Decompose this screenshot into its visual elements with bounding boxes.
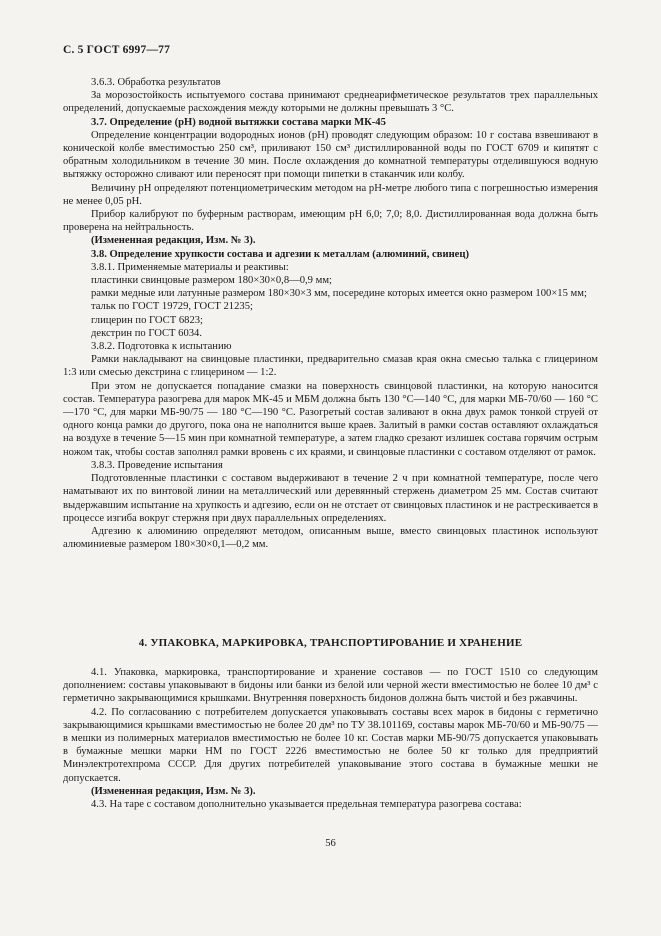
paragraph: 4.2. По согласованию с потребителем допускается упаковывать составы всех марок в бидоны с герметично закрывающимися крышками вместимостью не более 20 дм³ по ТУ 38.101169, составы марок МБ-70/60 и МБ-90/75 — в мешки из полимерных материалов вместимостью не более 10 кг. Состав марки МБ-90/75 допускается упаковывать в бумажные мешки марки НМ по ГОСТ 2226 вместимостью не более 50 кг только для предприятий Минэлектротехпрома СССР. Для других потребителей упаковывание этого состава в бумажные мешки не допускается. — [63, 706, 598, 784]
list-item: декстрин по ГОСТ 6034. — [91, 327, 202, 339]
section-body — [63, 666, 598, 811]
section-heading: 4. УПАКОВКА, МАРКИРОВКА, ТРАНСПОРТИРОВАНИЕ И ХРАНЕНИЕ — [138, 637, 523, 649]
paragraph: Подготовленные пластинки с составом выдерживают в течение 2 ч при комнатной температуре, после чего наматывают их по винтовой линии на металлический или деревянный стержень диаметром 25 мм. Состав считают выдержавшим испытание на хрупкость и адгезию, если он не отстает от свинцовых пластинок и не растрескивается в процессе изгиба вокруг стержня при двух параллельных определениях. — [63, 473, 598, 524]
clause-heading-3-7: 3.7. Определение (pH) водной вытяжки состава марки МК-45 — [91, 116, 386, 128]
subheading-3-8-3: 3.8.3. Проведение испытания — [91, 459, 223, 471]
list-item: рамки медные или латунные размером 180×30×3 мм, посередине которых имеется окно размером 100×15 мм; — [91, 288, 587, 300]
revision-note: (Измененная редакция, Изм. № 3). — [91, 235, 256, 247]
subheading-3-8-2: 3.8.2. Подготовка к испытанию — [91, 341, 232, 353]
list-item: глицерин по ГОСТ 6823; — [91, 314, 203, 326]
paragraph: 4.1. Упаковка, маркировка, транспортирование и хранение составов — по ГОСТ 1510 со следующим дополнением: составы упаковывают в бидоны или банки из белой или черной жести вместимостью не более 10 дм³ с герметично закрывающимися крышками. Внутренняя поверхность бидонов должна быть чистой и без ржавчины. — [63, 667, 598, 705]
paragraph: Рамки накладывают на свинцовые пластинки, предварительно смазав края окна смесью талька с глицерином 1:3 или смесью декстрина с глицерином — 1:2. — [63, 354, 598, 379]
paragraph: 4.3. На таре с составом дополнительно указывается предельная температура разогрева состава: — [91, 799, 522, 811]
list-item: пластинки свинцовые размером 180×30×0,8—0,9 мм; — [91, 275, 332, 287]
page-header: С. 5 ГОСТ 6997—77 — [63, 44, 171, 56]
document-body — [63, 76, 598, 551]
subheading-3-8-1: 3.8.1. Применяемые материалы и реактивы: — [91, 261, 289, 273]
paragraph: Величину pH определяют потенциометрическим методом на pH-метре любого типа с погрешностью измерения не менее 0,05 pH. — [63, 182, 598, 207]
paragraph: Прибор калибруют по буферным растворам, имеющим pH 6,0; 7,0; 8,0. Дистиллированная вода должна быть проверена на нейтральность. — [63, 209, 598, 234]
paragraph: Адгезию к алюминию определяют методом, описанным выше, вместо свинцовых пластинок используют алюминиевые размером 180×30×0,1—0,2 мм. — [63, 525, 598, 551]
clause-heading-3-8: 3.8. Определение хрупкости состава и адгезии к металлам (алюминий, свинец) — [91, 248, 470, 260]
paragraph: При этом не допускается попадание смазки на поверхность свинцовой пластинки, на которую наносится состав. Температура разогрева для марок МК-45 и МБМ должна быть 130 °С—140 °С, для марки МБ-70/60 — 160 °С—170 °С, для марки МБ-90/75 — 180 °С—190 °С. Разогретый состав заливают в окна двух рамок тонкой струей от одного конца рамки до другого, пока она не наполнится выше краев. Залитый в рамки состав оставляют охлаждаться на воздухе в течение 5—15 мин при комнатной температуре, а затем гладко срезают излишек состава горячим острым ножом так, чтобы состав заполнял рамки вровень с их краями, и свинцовые пластинки с составом отделяют от рамок. — [63, 380, 598, 458]
paragraph: За морозостойкость испытуемого состава принимают среднеарифметическое результатов трех параллельных определений, допускаемые расхождения между которыми не должны превышать 3 °С. — [63, 90, 598, 115]
revision-note: (Измененная редакция, Изм. № 3). — [91, 785, 256, 797]
subheading-3-6-3: 3.6.3. Обработка результатов — [91, 77, 221, 88]
page-number: 56 — [325, 838, 336, 849]
paragraph: Определение концентрации водородных ионов (pH) проводят следующим образом: 10 г состава взвешивают в конической колбе вместимостью 250 см³, приливают 150 см³ дистиллированной воды по ГОСТ 6709 и кипятят с обратным холодильником в течение 30 мин. После охлаждения до комнатной температуры отделившуюся водную вытяжку осторожно сливают или переносят при помощи пипетки в стаканчик или колбу. — [63, 129, 598, 181]
list-item: тальк по ГОСТ 19729, ГОСТ 21235; — [91, 301, 253, 313]
